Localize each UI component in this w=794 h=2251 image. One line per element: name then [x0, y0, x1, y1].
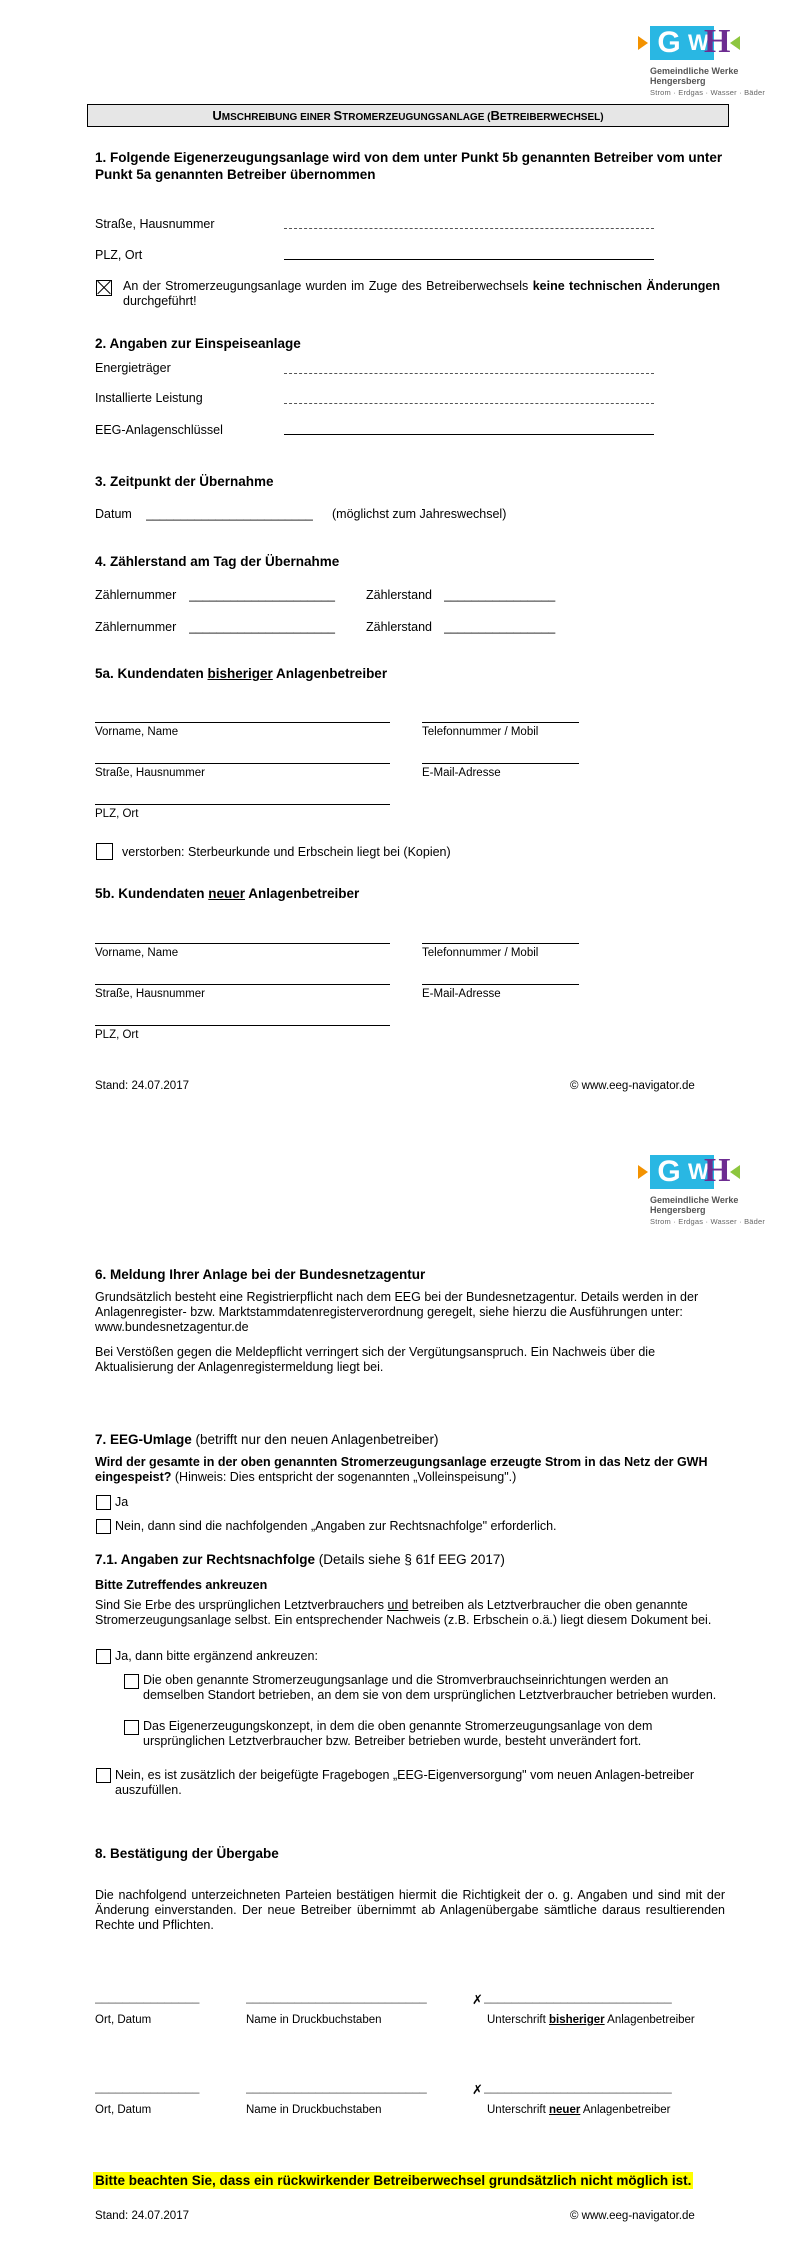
s71-same-site-checkbox[interactable] [124, 1674, 139, 1689]
s71-instruction: Bitte Zutreffendes ankreuzen [95, 1578, 268, 1592]
s1-no-changes-text: An der Stromerzeugungsanlage wurden im Zuge des Betreiberwechsels keine technischen Änderungen durchgeführt! [123, 279, 720, 308]
page1-footer-copyright: © www.eeg-navigator.de [570, 1080, 695, 1092]
s7-no-label: Nein, dann sind die nachfolgenden „Angaben zur Rechtsnachfolge" erforderlich. [115, 1519, 557, 1533]
s8-paragraph: Die nachfolgend unterzeichneten Parteien bestätigen hiermit die Richtigkeit der o. g. Angaben und sind mit der Änderung einverstanden. Der neue Betreiber übernimmt ab Anlagenübergabe sämtliche daraus resultierenden Rechte und Pflichten. [95, 1888, 725, 1932]
s8-place-date-input-1[interactable]: _______________ [95, 1990, 200, 2004]
s4-meter-label-1: Zählernummer [95, 588, 177, 602]
s1-no-changes-checkbox[interactable] [96, 280, 112, 296]
section-7-1-heading: 7.1. Angaben zur Rechtsnachfolge (Details siehe § 61f EEG 2017) [95, 1552, 505, 1567]
s71-same-site-label: Die oben genannte Stromerzeugungsanlage und die Stromverbrauchseinrichtungen werden an demselben Standort betrieben, an dem sie von dem ursprünglichen Letztverbraucher betrieben wurden. [143, 1673, 717, 1702]
s4-reading-input-2[interactable]: ________________ [444, 620, 556, 634]
s71-yes-checkbox[interactable] [96, 1649, 111, 1664]
s3-date-hint: (möglichst zum Jahreswechsel) [332, 507, 507, 521]
s5b-phone-label: Telefonnummer / Mobil [422, 947, 539, 959]
logo-arrow-left-icon [638, 36, 648, 50]
s1-city-label: PLZ, Ort [95, 248, 143, 262]
section-7-heading: 7. EEG-Umlage (betrifft nur den neuen Anlagenbetreiber) [95, 1432, 439, 1447]
logo-letter-h: H [704, 23, 731, 60]
s5b-street-input[interactable] [95, 984, 390, 985]
s8-place-date-label-1: Ort, Datum [95, 2014, 152, 2026]
s6-paragraph-1: Grundsätzlich besteht eine Registrierpflicht nach dem EEG bei der Bundesnetzagentur. Details werden in der Anlagenregister- bzw. Marktstammdatenregisterverordnung geregelt, siehe hierzu die Ausführungen unter: www.bundesnetzagentur.de [95, 1290, 699, 1334]
s4-meter-input-1[interactable]: _____________________ [189, 588, 335, 602]
s8-print-name-label-2: Name in Druckbuchstaben [246, 2104, 382, 2116]
s5b-street-label: Straße, Hausnummer [95, 988, 205, 1000]
s1-street-input[interactable] [284, 228, 654, 229]
s5a-city-label: PLZ, Ort [95, 808, 139, 820]
s3-date-label: Datum [95, 507, 132, 521]
logo-arrow-left-icon [638, 1165, 648, 1179]
s1-street-label: Straße, Hausnummer [95, 217, 215, 231]
s7-question: Wird der gesamte in der oben genannten Stromerzeugungsanlage erzeugte Strom in das Netz der GWH eingespeist? (Hinweis: Dies entspricht der sogenannten „Volleinspeisung".) [95, 1455, 708, 1484]
page2-footer-stand: Stand: 24.07.2017 [95, 2210, 189, 2222]
section-6-heading: 6. Meldung Ihrer Anlage bei der Bundesnetzagentur [95, 1267, 426, 1282]
s5a-deceased-checkbox[interactable] [96, 843, 113, 860]
s5a-name-input[interactable] [95, 722, 390, 723]
s8-signature-new-label: Unterschrift neuer Anlagenbetreiber [487, 2104, 671, 2116]
s5a-email-input[interactable] [422, 763, 579, 764]
section-1-heading: 1. Folgende Eigenerzeugungsanlage wird von dem unter Punkt 5b genannten Betreiber vom unter Punkt 5a genannten Betreiber übernommen [95, 150, 723, 182]
logo-name: Gemeindliche Werke Hengersberg [650, 1195, 739, 1215]
logo-letter-w: W [688, 1155, 714, 1189]
s8-print-name-input-2[interactable]: __________________________ [246, 2080, 427, 2094]
logo-letter-g: G [650, 1155, 688, 1189]
s8-place-date-label-2: Ort, Datum [95, 2104, 152, 2116]
s5a-email-label: E-Mail-Adresse [422, 767, 501, 779]
s71-no-checkbox[interactable] [96, 1768, 111, 1783]
retroactive-notice: Bitte beachten Sie, dass ein rückwirkender Betreiberwechsel grundsätzlich nicht möglich ist. [95, 2173, 692, 2188]
s4-meter-input-2[interactable]: _____________________ [189, 620, 335, 634]
s8-sign-mark-icon-2: ✗ [472, 2082, 483, 2097]
s8-sign-mark-icon-1: ✗ [472, 1992, 483, 2007]
s7-yes-label: Ja [115, 1495, 129, 1509]
s8-signature-prev-input[interactable]: ___________________________ [484, 1990, 672, 2004]
s5a-street-label: Straße, Hausnummer [95, 767, 205, 779]
s4-reading-input-1[interactable]: ________________ [444, 588, 556, 602]
gwh-logo-page2 [638, 1151, 766, 1231]
s5a-city-input[interactable] [95, 804, 390, 805]
logo-tagline: Strom · Erdgas · Wasser · Bäder [650, 88, 766, 97]
section-2-heading: 2. Angaben zur Einspeiseanlage [95, 336, 301, 351]
section-5b-heading: 5b. Kundendaten neuer Anlagenbetreiber [95, 886, 360, 901]
s5b-city-input[interactable] [95, 1025, 390, 1026]
s71-concept-checkbox[interactable] [124, 1720, 139, 1735]
s2-energy-input[interactable] [284, 373, 654, 374]
s2-key-input[interactable] [284, 434, 654, 435]
gwh-logo [638, 22, 766, 102]
logo-arrow-right-icon [730, 36, 740, 50]
page2-footer-copyright: © www.eeg-navigator.de [570, 2210, 695, 2222]
section-5a-heading: 5a. Kundendaten bisheriger Anlagenbetreiber [95, 666, 388, 681]
s2-power-input[interactable] [284, 403, 654, 404]
s2-energy-label: Energieträger [95, 361, 171, 375]
s8-signature-prev-label: Unterschrift bisheriger Anlagenbetreiber [487, 2014, 695, 2026]
s71-concept-label: Das Eigenerzeugungskonzept, in dem die oben genannte Stromerzeugungsanlage von dem ursprünglichen Letztverbraucher bzw. Betreiber betrieben wurde, besteht unverändert fort. [143, 1719, 653, 1748]
s5a-phone-input[interactable] [422, 722, 579, 723]
section-4-heading: 4. Zählerstand am Tag der Übernahme [95, 554, 340, 569]
s7-yes-checkbox[interactable] [96, 1495, 111, 1510]
s2-key-label: EEG-Anlagenschlüssel [95, 423, 223, 437]
s3-date-input[interactable]: ________________________ [146, 507, 313, 521]
s4-reading-label-1: Zählerstand [366, 588, 433, 602]
s8-signature-new-input[interactable]: ___________________________ [484, 2080, 672, 2094]
s4-meter-label-2: Zählernummer [95, 620, 177, 634]
s5a-street-input[interactable] [95, 763, 390, 764]
s2-power-label: Installierte Leistung [95, 391, 203, 405]
page1-footer-stand: Stand: 24.07.2017 [95, 1080, 189, 1092]
s4-reading-label-2: Zählerstand [366, 620, 433, 634]
s5b-email-input[interactable] [422, 984, 579, 985]
s6-paragraph-2: Bei Verstößen gegen die Meldepflicht verringert sich der Vergütungsanspruch. Ein Nachweis über die Aktualisierung der Anlagenregistermeldung liegt bei. [95, 1345, 656, 1374]
logo-letter-g: G [650, 26, 688, 60]
logo-arrow-right-icon [730, 1165, 740, 1179]
s71-paragraph: Sind Sie Erbe des ursprünglichen Letztverbrauchers und betreiben als Letztverbraucher die oben genannte Stromerzeugungsanlage selbst. Ein entsprechender Nachweis (z.B. Erbschein o.ä.) liegt diesem Dokument bei. [95, 1598, 712, 1627]
s5a-name-label: Vorname, Name [95, 726, 179, 738]
logo-name: Gemeindliche Werke Hengersberg [650, 66, 739, 86]
logo-tagline: Strom · Erdgas · Wasser · Bäder [650, 1217, 766, 1226]
s5b-name-label: Vorname, Name [95, 947, 179, 959]
s8-print-name-label-1: Name in Druckbuchstaben [246, 2014, 382, 2026]
s1-city-input[interactable] [284, 259, 654, 260]
s5b-name-input[interactable] [95, 943, 390, 944]
logo-letter-w: W [688, 26, 714, 60]
section-3-heading: 3. Zeitpunkt der Übernahme [95, 474, 274, 489]
s5b-phone-input[interactable] [422, 943, 579, 944]
s71-yes-label: Ja, dann bitte ergänzend ankreuzen: [115, 1649, 318, 1663]
s5b-city-label: PLZ, Ort [95, 1029, 139, 1041]
s8-print-name-input-1[interactable]: __________________________ [246, 1990, 427, 2004]
s71-no-label: Nein, es ist zusätzlich der beigefügte Fragebogen „EEG-Eigenversorgung" vom neuen Anlagen-betreiber auszufüllen. [115, 1768, 695, 1797]
s5a-phone-label: Telefonnummer / Mobil [422, 726, 539, 738]
s5b-email-label: E-Mail-Adresse [422, 988, 501, 1000]
section-8-heading: 8. Bestätigung der Übergabe [95, 1846, 279, 1861]
logo-letter-h: H [704, 1152, 731, 1189]
form-title: UMSCHREIBUNG EINER STROMERZEUGUNGSANLAGE (BETREIBERWECHSEL) [87, 104, 729, 127]
s5a-deceased-label: verstorben: Sterbeurkunde und Erbschein liegt bei (Kopien) [122, 845, 451, 859]
s7-no-checkbox[interactable] [96, 1519, 111, 1534]
s8-place-date-input-2[interactable]: _______________ [95, 2080, 200, 2094]
